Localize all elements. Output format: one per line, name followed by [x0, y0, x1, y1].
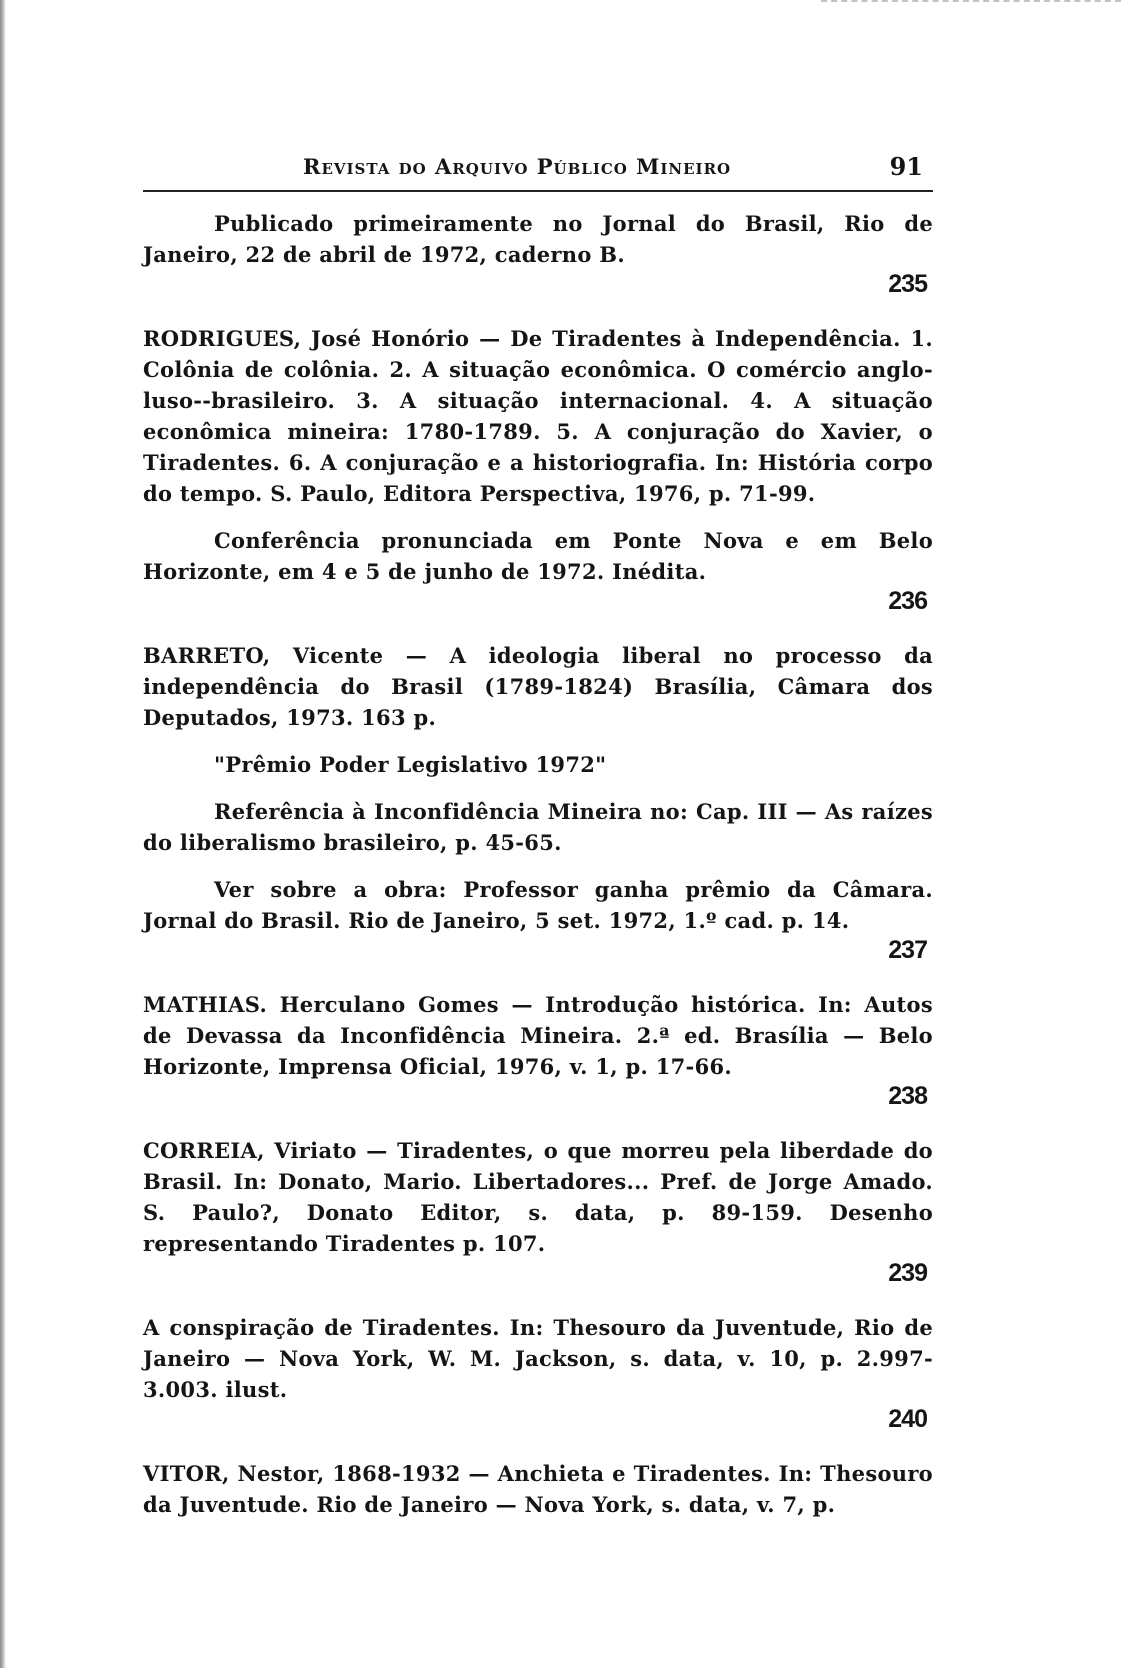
bibliography-entry: BARRETO, Vicente — A ideologia liberal no processo da independência do Brasil (1789-1824) Brasília, Câmara dos Deputados, 1973. 163 p.	[143, 643, 933, 730]
document-page	[143, 150, 933, 1520]
page-number: 91	[889, 152, 923, 181]
bibliography-entry: VITOR, Nestor, 1868-1932 — Anchieta e Tiradentes. In: Thesouro da Juventude. Rio de Janeiro — Nova York, s. data, v. 7, p.	[143, 1461, 933, 1517]
note-paragraph: Referência à Inconfidência Mineira no: Cap. III — As raízes do liberalismo brasileiro, p. 45-65.	[143, 799, 933, 855]
bibliography-entry: RODRIGUES, José Honório — De Tiradentes à Independência. 1. Colônia de colônia. 2. A situação econômica. O comércio anglo-luso--brasileiro. 3. A situação internacional. 4. A situação econômica mineira: 1780-1789. 5. A conjuração do Xavier, o Tiradentes. 6. A conjuração e a historiografia. In: História corpo do tempo. S. Paulo, Editora Perspectiva, 1976, p. 71-99.	[143, 326, 933, 506]
bibliography-entry: A conspiração de Tiradentes. In: Thesouro da Juventude, Rio de Janeiro — Nova York, W. M. Jackson, s. data, v. 10, p. 2.997-3.003. ilust.	[143, 1315, 933, 1402]
bibliography-entry: CORREIA, Viriato — Tiradentes, o que morreu pela liberdade do Brasil. In: Donato, Mario. Libertadores... Pref. de Jorge Amado. S. Paulo?, Donato Editor, s. data, p. 89-159. Desenho representando Tiradentes p. 107.	[143, 1138, 933, 1256]
running-header	[143, 150, 933, 192]
scan-edge-shadow	[0, 0, 6, 1668]
note-paragraph: Ver sobre a obra: Professor ganha prêmio da Câmara. Jornal do Brasil. Rio de Janeiro, 5 set. 1972, 1.º cad. p. 14.	[143, 877, 933, 933]
entry-number: 240	[888, 1405, 927, 1433]
entry-number: 237	[888, 936, 927, 964]
note-paragraph: "Prêmio Poder Legislativo 1972"	[214, 752, 607, 777]
scan-corner-mark	[821, 0, 1121, 6]
running-title: Revista do Arquivo Público Mineiro	[303, 154, 732, 179]
entry-number: 236	[888, 587, 927, 615]
bibliography-entry: MATHIAS. Herculano Gomes — Introdução histórica. In: Autos de Devassa da Inconfidência Mineira. 2.ª ed. Brasília — Belo Horizonte, Imprensa Oficial, 1976, v. 1, p. 17-66.	[143, 992, 933, 1079]
entry-number: 238	[888, 1082, 927, 1110]
entry-number: 239	[888, 1259, 927, 1287]
note-paragraph: Publicado primeiramente no Jornal do Brasil, Rio de Janeiro, 22 de abril de 1972, caderno B.	[143, 211, 933, 267]
note-paragraph: Conferência pronunciada em Ponte Nova e em Belo Horizonte, em 4 e 5 de junho de 1972. Inédita.	[143, 528, 933, 584]
entry-number: 235	[888, 270, 927, 298]
